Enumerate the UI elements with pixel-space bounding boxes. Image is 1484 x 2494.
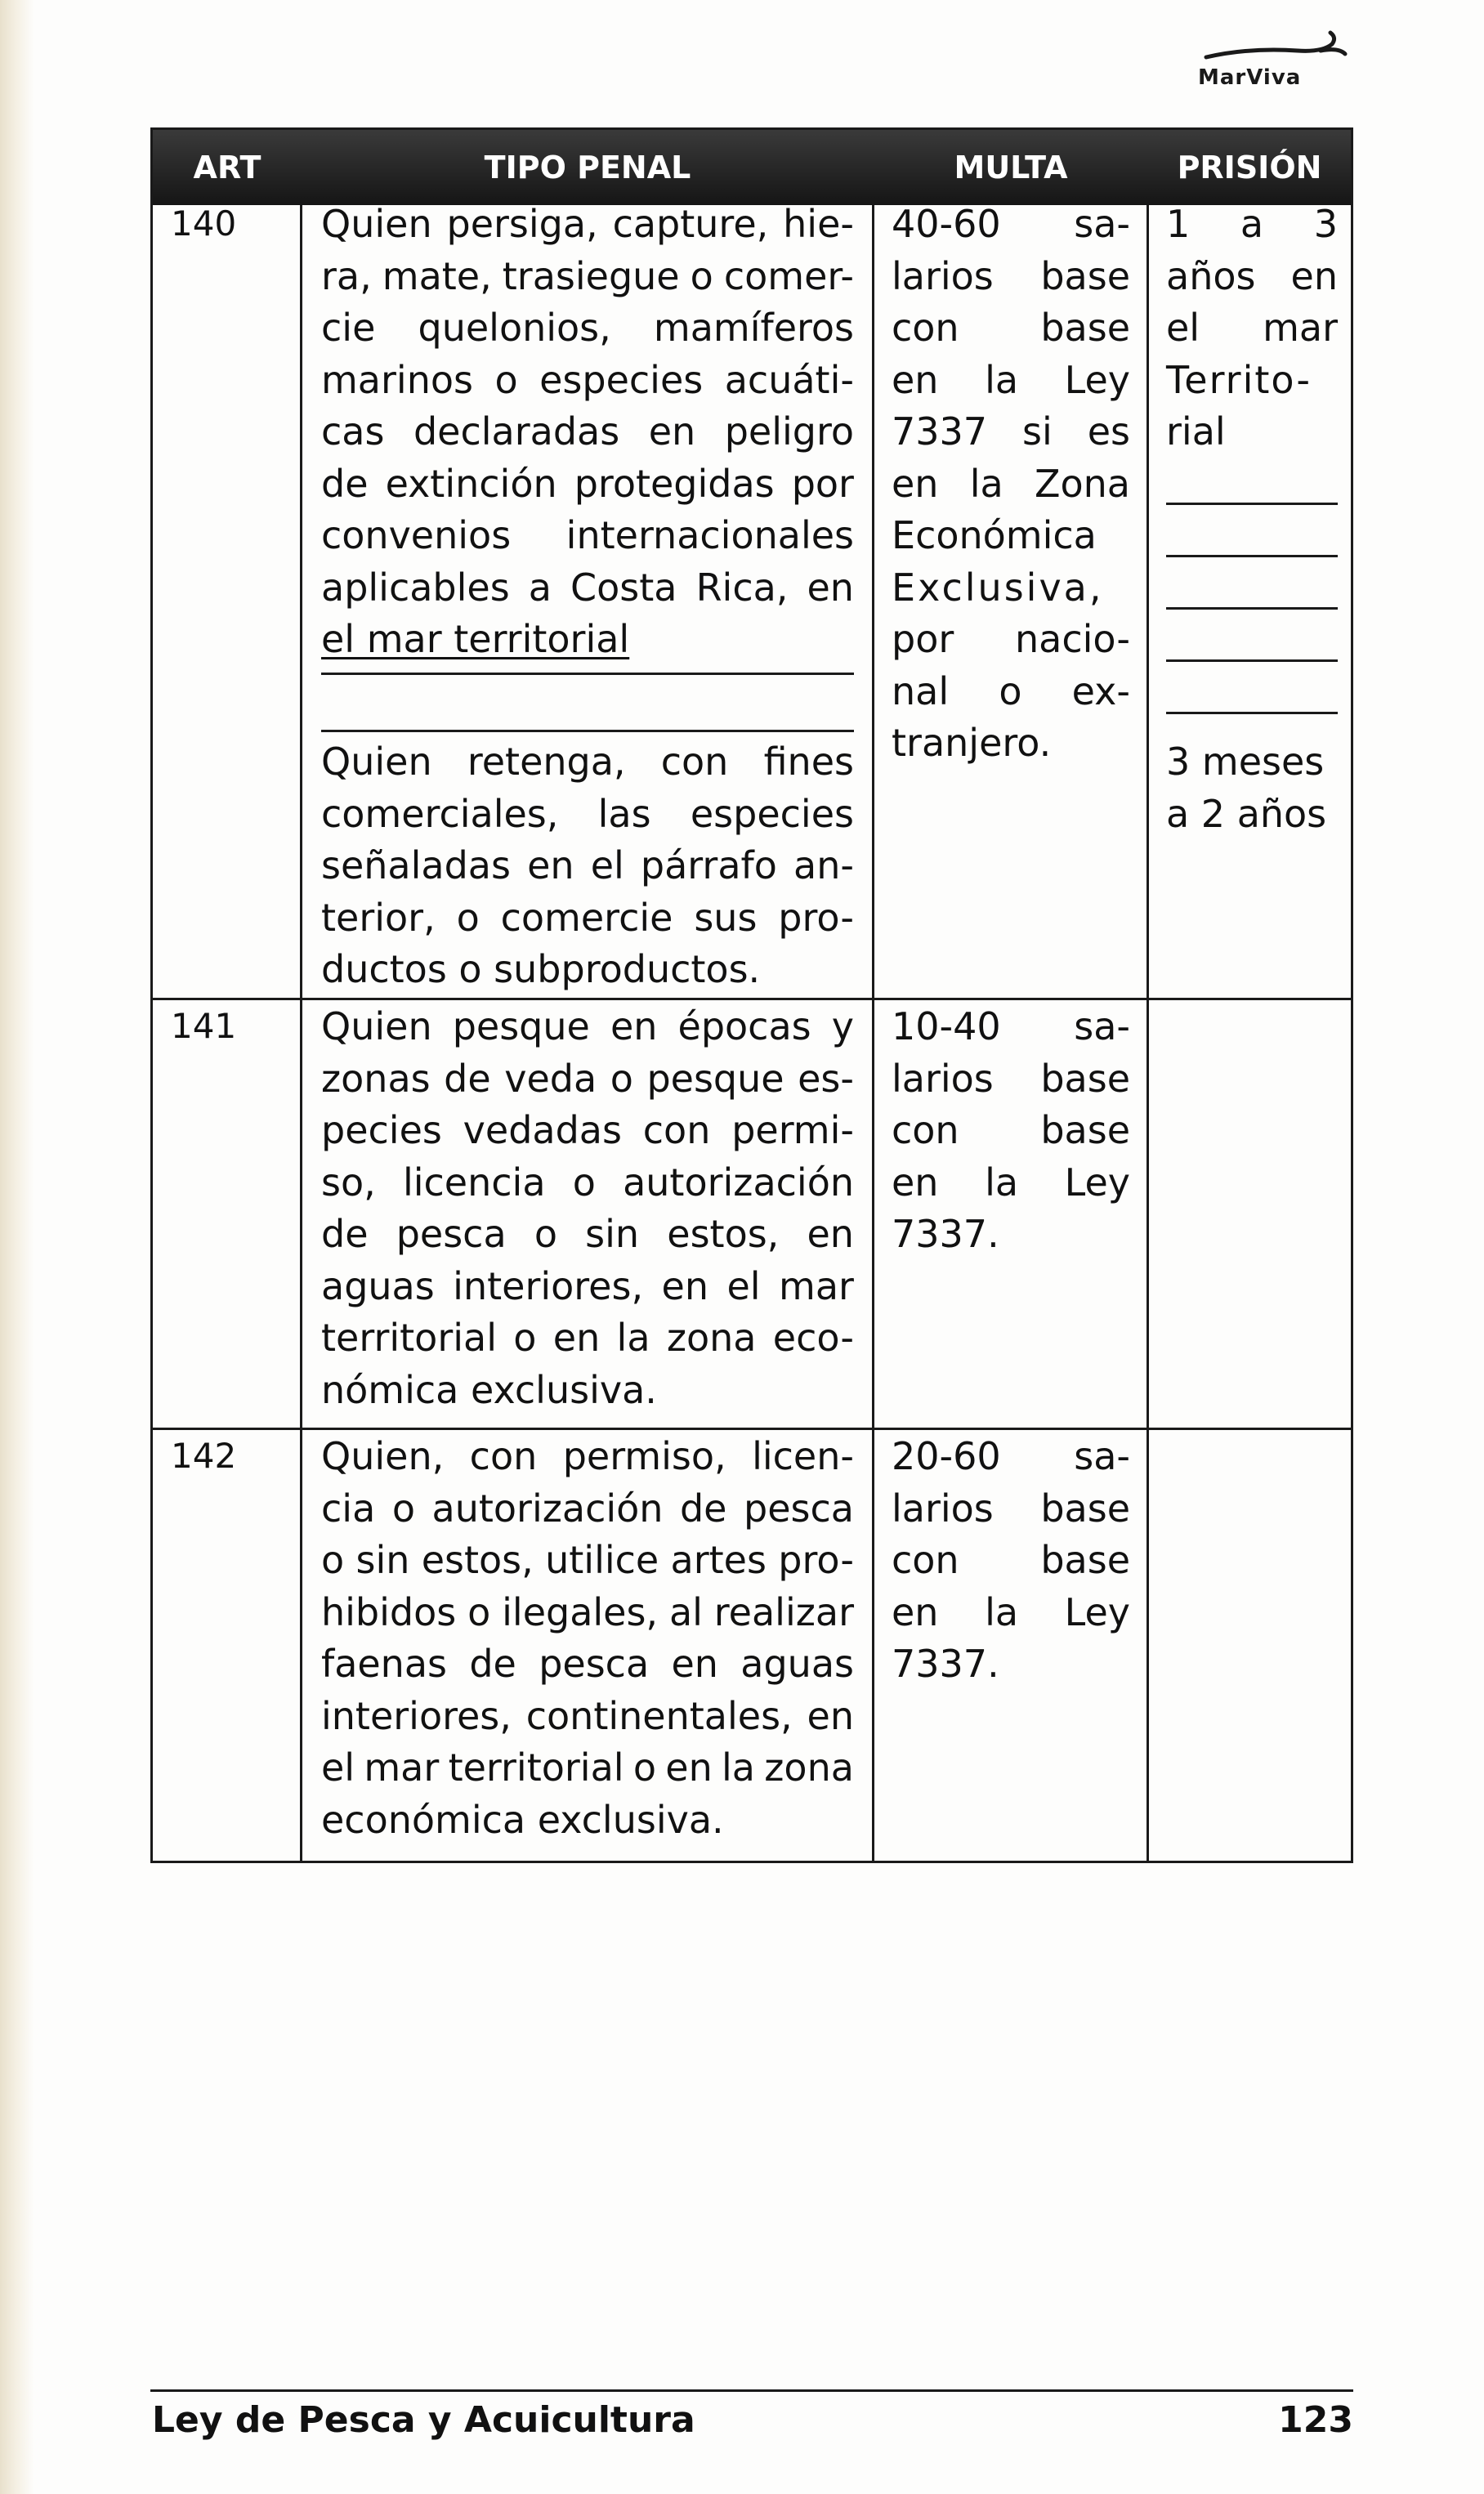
word: terior, [321,895,436,940]
word: la [985,1589,1019,1634]
prision-text-2 [1166,736,1338,840]
word: es [1087,409,1130,454]
column-divider [1147,205,1149,1861]
word: señaladas [321,843,511,887]
text-line [321,1483,854,1535]
word: 10-40 [892,1004,1001,1048]
word: quelonios, [418,306,611,350]
text-line [892,1535,1130,1587]
text-line [321,458,854,511]
word: continentales, [525,1693,793,1738]
word: la [722,1745,755,1790]
text-line [321,892,854,945]
logo-text: MarViva [1198,65,1302,90]
text-line [321,840,854,892]
word: ilegales, [502,1589,659,1634]
text-line: 3 meses [1166,740,1325,784]
text-line [321,1742,854,1795]
word: Económica [892,513,1097,557]
text-line [1166,251,1338,303]
word: por [791,461,854,506]
word: mar [364,1745,440,1790]
word: nacio- [1014,617,1130,661]
word: base [1040,1108,1130,1152]
word: con [660,740,729,784]
word: aplicables [321,565,510,610]
word: especies [690,791,854,836]
text-line [321,1587,854,1639]
text-line [321,355,854,407]
article-number: 140 [171,203,237,244]
word: Ley [1064,357,1130,402]
word: larios [892,253,994,298]
blank-line [321,730,854,732]
word: en [892,357,939,402]
row-divider [153,1428,1351,1430]
text-line [892,1001,1130,1053]
word: permiso, [562,1434,726,1478]
word: larios [892,1486,994,1531]
word: en [610,1004,658,1048]
word: autorización [431,1486,664,1531]
word: faenas [321,1642,447,1686]
text-line [321,510,854,562]
word: en [807,1212,854,1256]
text-line: a 2 años [1166,791,1327,836]
word: pro- [778,895,854,940]
word: en [807,1693,854,1738]
word: en [661,1263,709,1308]
word: con [892,1108,959,1152]
word: sin [355,1538,410,1582]
blank-line [1166,607,1338,610]
text-line: Exclusiva, [892,565,1104,610]
page-spine-shadow [0,0,34,2494]
word: el [321,1745,355,1790]
word: nal [892,668,950,713]
text-line [321,789,854,841]
word: las [597,791,651,836]
word: zonas [321,1056,431,1101]
text-line [321,199,854,251]
word: cas [321,409,385,454]
word: utilice [545,1538,659,1582]
table-header [153,130,1351,205]
word: 1 [1166,202,1191,246]
text-line [892,614,1130,666]
text-line [892,302,1130,355]
word: sin [585,1212,640,1256]
word: o [494,357,518,402]
word: pesque [646,1056,784,1101]
word: permi- [731,1108,854,1152]
word: realizar [713,1589,854,1634]
word: peligro [724,409,854,454]
word: en [648,409,696,454]
header-tipo-penal: TIPO PENAL [484,150,691,185]
underlined-text: el mar territorial [321,617,630,661]
word: con [642,1108,711,1152]
text-line [321,562,854,615]
word: de [321,461,369,506]
text-line [892,1483,1130,1535]
word: mamíferos [653,306,854,350]
text-line: 7337. [892,1212,999,1256]
word: hie- [783,202,854,246]
word: pesque [452,1004,590,1048]
footer-book-title: Ley de Pesca y Acuicultura [152,2399,695,2441]
word: mate, [382,253,492,298]
word: la [616,1316,650,1360]
word: interiores, [453,1263,644,1308]
text-line: nómica exclusiva. [321,1367,657,1412]
word: en [892,1589,939,1634]
word: base [1040,253,1130,298]
text-line [321,1535,854,1587]
word: o [572,1160,596,1205]
word: de [321,1212,369,1256]
page-number: 123 [1278,2399,1353,2441]
column-divider [300,205,302,1861]
word: o [467,1589,491,1634]
word: con [892,1538,959,1582]
word: a [1240,202,1264,246]
word: en [892,1160,939,1205]
text-line [321,1638,854,1691]
text-line: 7337. [892,1642,999,1686]
word: en [552,1316,601,1360]
word: 7337 [892,409,988,454]
word: territorial [448,1745,624,1790]
text-line [892,1105,1130,1157]
word: sus [694,895,758,940]
word: o [690,253,713,298]
word: Zona [1035,461,1130,506]
word: la [985,1160,1019,1205]
wave-logo-icon [1200,29,1355,65]
tipo-penal-text-2 [321,736,854,996]
word: so, [321,1160,376,1205]
header-art: ART [193,150,261,185]
word: base [1040,306,1130,350]
word: de [469,1642,516,1686]
word: cie [321,306,376,350]
word: estos, [667,1212,780,1256]
column-divider [872,205,874,1861]
word: o [534,1212,557,1256]
text-line: tranjero. [892,721,1052,765]
word: vedadas [463,1108,622,1152]
multa-text [892,1001,1130,1261]
text-line [892,199,1130,251]
word: mar [1263,306,1338,350]
word: Costa [570,565,677,610]
text-line [321,1053,854,1106]
word: al [668,1589,703,1634]
text-line [892,251,1130,303]
word: o [456,895,480,940]
word: o [391,1486,415,1531]
word: capture, [612,202,769,246]
word: comercie [500,895,673,940]
word: estos, [421,1538,534,1582]
word: en [1290,253,1338,298]
word: declaradas [413,409,620,454]
text-line [892,406,1130,458]
word: autorización [623,1160,854,1205]
word: por [892,617,954,661]
footer-rule [150,2389,1353,2392]
word: si [1022,409,1053,454]
word: extinción [385,461,557,506]
word: Ley [1064,1589,1130,1634]
word: larios [892,1056,994,1101]
word: de [444,1056,491,1101]
blank-line [1166,503,1338,505]
word: zona [764,1745,854,1790]
text-line: Territo- [1166,357,1312,402]
word: es- [798,1056,854,1101]
penalty-table [150,127,1353,1863]
word: an- [793,843,854,887]
word: base [1040,1056,1130,1101]
text-line [892,1587,1130,1639]
word: veda [504,1056,597,1101]
word: épocas [677,1004,811,1048]
word: el [590,843,624,887]
word: o [632,1745,656,1790]
word: comer- [723,253,854,298]
text-line [892,510,1130,562]
word: base [1040,1486,1130,1531]
word: la [969,461,1003,506]
text-line: económica exclusiva. [321,1797,724,1842]
tipo-penal-text [321,199,854,666]
word: en [892,461,939,506]
word: protegidas [574,461,775,506]
text-line [321,614,854,666]
word: eco- [772,1316,854,1360]
text-line: rial [1166,409,1226,454]
word: retenga, [467,740,626,784]
word: persiga, [446,202,598,246]
word: Quien [321,202,432,246]
text-line [321,1209,854,1261]
word: acuáti- [724,357,854,402]
word: con [892,306,959,350]
text-line [892,1157,1130,1209]
text-line [1166,199,1338,251]
tipo-penal-text [321,1001,854,1416]
word: artes [670,1538,767,1582]
text-line: ductos o subproductos. [321,947,761,991]
multa-text [892,199,1130,770]
text-line [321,736,854,789]
word: territorial [321,1316,497,1360]
word: o [999,668,1022,713]
underline-rule [321,673,854,675]
word: zona [666,1316,757,1360]
word: licencia [402,1160,546,1205]
text-line [892,355,1130,407]
word: mar [779,1263,854,1308]
word: ra, [321,253,372,298]
prision-text [1166,199,1338,458]
tipo-penal-text [321,1431,854,1846]
blank-line [1166,555,1338,557]
word: trasiegue [502,253,680,298]
word: o [321,1538,345,1582]
word: fines [763,740,854,784]
word: ex- [1071,668,1130,713]
word: en [671,1642,718,1686]
text-line [321,1157,854,1209]
word: de [679,1486,727,1531]
word: hibidos [321,1589,457,1634]
word: marinos [321,357,473,402]
word: aguas [740,1642,854,1686]
marviva-logo [1183,29,1363,95]
word: 3 [1313,202,1338,246]
row-divider [153,998,1351,1000]
article-number: 142 [171,1436,237,1476]
word: Quien [321,740,432,784]
word: el [1166,306,1200,350]
word: el [726,1263,761,1308]
text-line [892,1431,1130,1483]
word: 40-60 [892,202,1001,246]
word: pecies [321,1108,442,1152]
word: base [1040,1538,1130,1582]
word: en [665,1745,713,1790]
word: convenios [321,513,512,557]
word: pro- [778,1538,854,1582]
word: internacionales [565,513,854,557]
text-line [892,666,1130,718]
word: cia [321,1486,376,1531]
text-line [321,1105,854,1157]
word: pesca [744,1486,854,1531]
word: Rica, [695,565,789,610]
word: en [807,565,854,610]
text-line [321,1691,854,1743]
text-line [321,302,854,355]
word: sa- [1074,1434,1130,1478]
header-multa: MULTA [954,150,1068,185]
word: interiores, [321,1693,512,1738]
text-line [321,1431,854,1483]
blank-line [1166,712,1338,714]
word: aguas [321,1263,435,1308]
word: sa- [1074,202,1130,246]
word: y [831,1004,854,1048]
word: sa- [1074,1004,1130,1048]
multa-text [892,1431,1130,1691]
word: Quien, [321,1434,445,1478]
word: con [469,1434,538,1478]
text-line [321,251,854,303]
text-line [321,1001,854,1053]
word: o [610,1056,633,1101]
text-line [892,1053,1130,1106]
word: pesca [539,1642,650,1686]
word: 20-60 [892,1434,1001,1478]
blank-line [1166,659,1338,662]
text-line [321,406,854,458]
word: comerciales, [321,791,559,836]
word: pesca [396,1212,507,1256]
text-line [321,1261,854,1313]
header-prision: PRISIÓN [1177,150,1322,185]
word: párrafo [640,843,777,887]
word: o [513,1316,537,1360]
word: licen- [752,1434,854,1478]
word: la [985,357,1019,402]
word: a [528,565,552,610]
text-line [1166,302,1338,355]
article-number: 141 [171,1006,237,1046]
word: en [527,843,574,887]
word: Quien [321,1004,432,1048]
word: especies [539,357,704,402]
word: años [1166,253,1256,298]
text-line [892,458,1130,511]
text-line [321,1312,854,1365]
word: Ley [1064,1160,1130,1205]
